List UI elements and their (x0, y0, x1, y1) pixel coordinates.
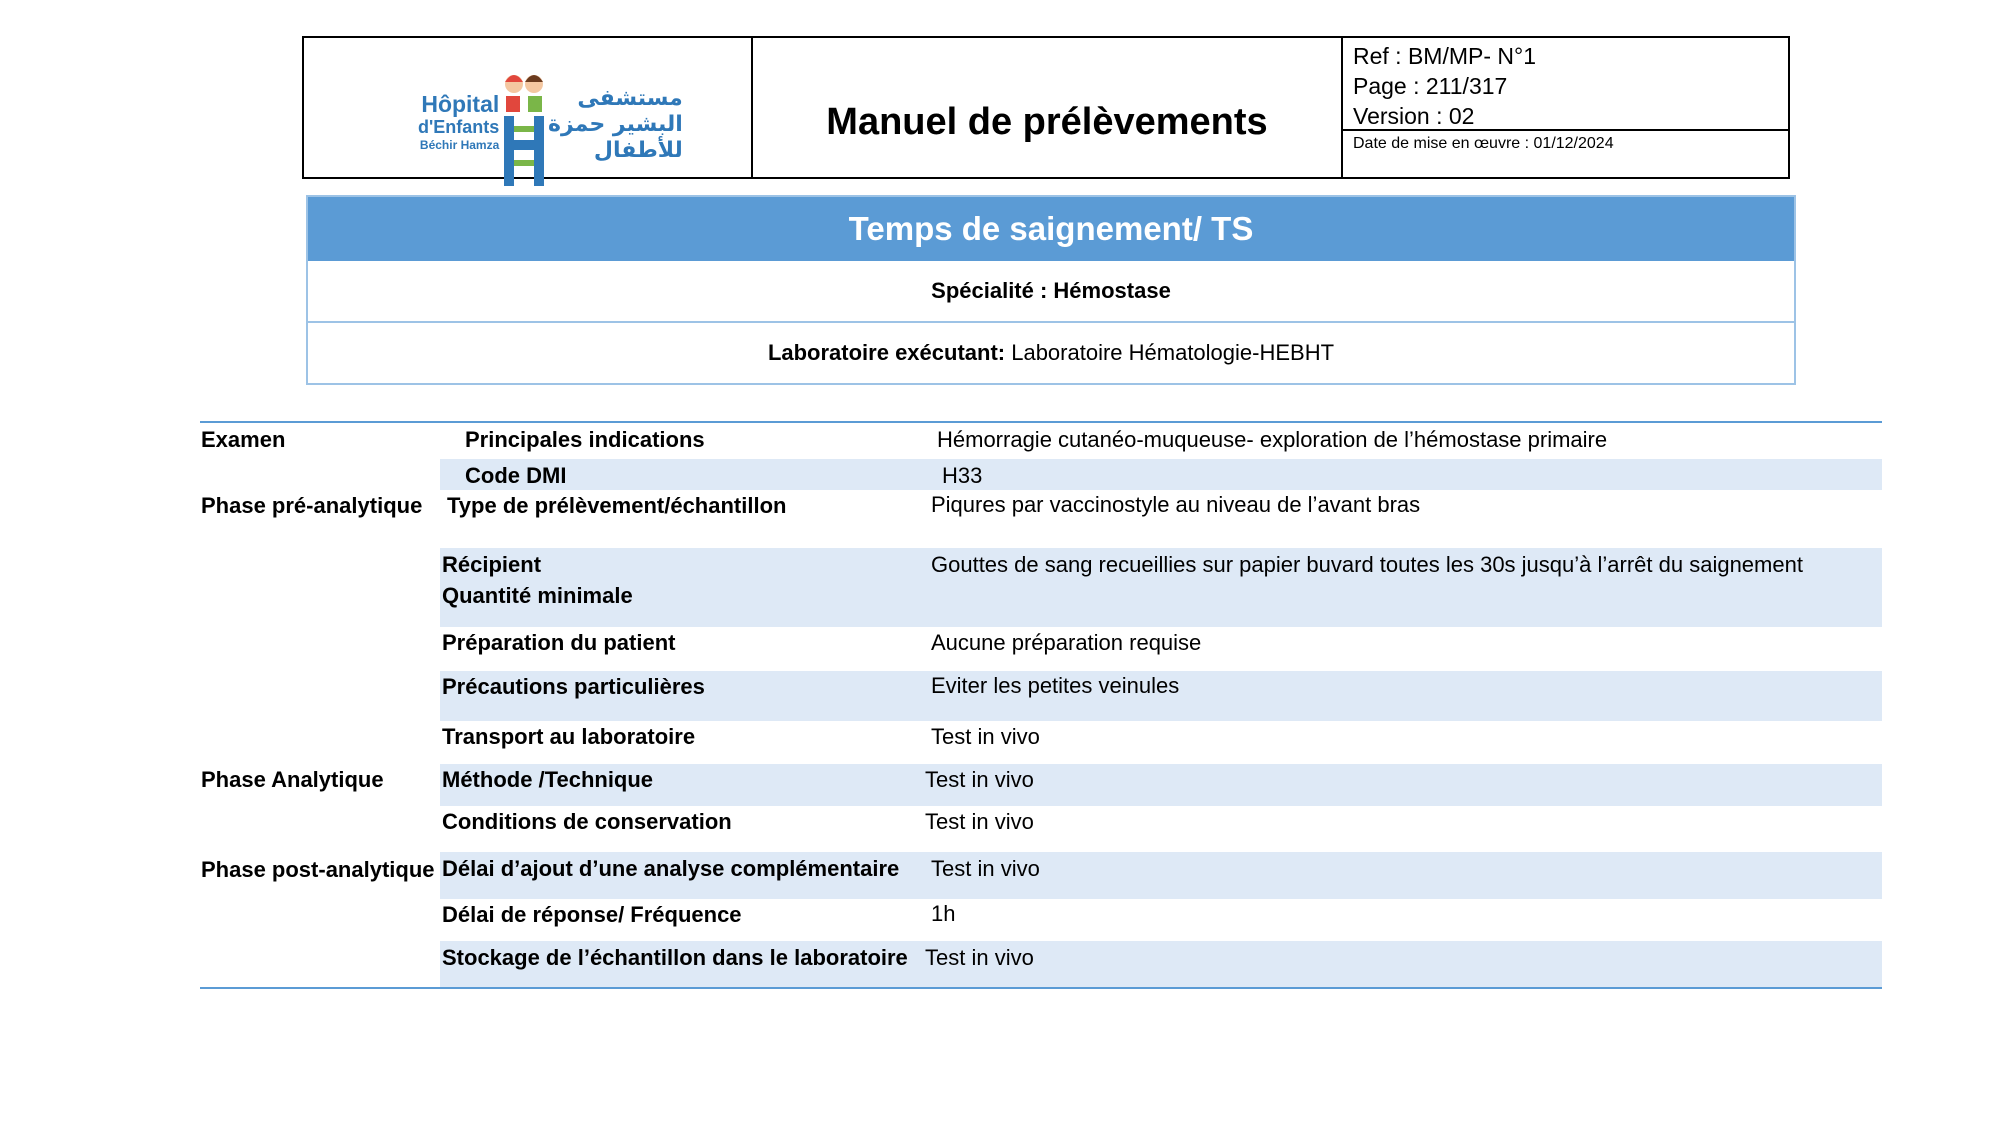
row-value-delai-ajout: Test in vivo (931, 856, 1040, 881)
row-label-indications: Principales indications (465, 427, 705, 452)
row-label-conservation: Conditions de conservation (442, 809, 732, 834)
laboratory-label: Laboratoire exécutant: (767, 340, 1006, 365)
row-value-transport: Test in vivo (931, 724, 1040, 749)
row-label-recipient: Récipient (442, 552, 542, 577)
manual-title: Manuel de prélèvements (753, 38, 1343, 177)
ref-number: Ref : BM/MP- N°1 (1353, 43, 1537, 69)
test-title: Temps de saignement/ TS (308, 197, 1794, 261)
laboratory-value: Laboratoire Hématologie-HEBHT (1005, 340, 1335, 365)
row-label-precautions: Précautions particulières (442, 674, 705, 699)
row-value-indications: Hémorragie cutanéo-muqueuse- exploration de l’hémostase primaire (937, 427, 1608, 452)
table-top-rule (200, 421, 1882, 423)
test-title-block (306, 195, 1796, 385)
children-logo-icon (500, 66, 548, 194)
phase-examen: Examen (201, 427, 286, 452)
hospital-logo (304, 38, 753, 177)
row-value-code: H33 (942, 463, 983, 488)
phase-analytique: Phase Analytique (201, 767, 384, 792)
specialty: Spécialité : Hémostase (931, 278, 1171, 303)
logo-arabic-text (548, 86, 683, 164)
logo-fr-line2: d'Enfants (418, 117, 500, 137)
row-value-type: Piqures par vaccinostyle au niveau de l’avant bras (931, 492, 1421, 517)
phase-post-analytique: Phase post-analytique (201, 857, 435, 882)
row-value-conservation: Test in vivo (925, 809, 1034, 834)
executing-laboratory (308, 321, 1794, 383)
row-value-methode: Test in vivo (925, 767, 1034, 792)
logo-ar-line1: مستشفى (577, 86, 683, 111)
logo-fr-line1: Hôpital (421, 91, 500, 117)
logo-ar-line2: البشير حمزة (548, 112, 683, 137)
effective-date: Date de mise en œuvre : 01/12/2024 (1353, 135, 1614, 152)
row-label-quantity: Quantité minimale (442, 583, 633, 608)
row-label-methode: Méthode /Technique (442, 767, 654, 792)
row-label-stockage: Stockage de l’échantillon dans le laboratoire (442, 945, 908, 970)
specimen-table (200, 421, 1882, 988)
logo-fr-line3: Béchir Hamza (419, 138, 500, 152)
row-value-delai-reponse: 1h (931, 901, 956, 926)
row-value-preparation: Aucune préparation requise (931, 630, 1202, 655)
row-value-recipient: Gouttes de sang recueillies sur papier buvard toutes les 30s jusqu’à l’arrêt du saignement (931, 552, 1803, 577)
row-band (440, 459, 1882, 490)
table-bottom-rule (200, 987, 1882, 989)
document-header (302, 36, 1790, 179)
row-value-precautions: Eviter les petites veinules (931, 673, 1180, 698)
row-label-code: Code DMI (465, 463, 567, 488)
row-label-delai-ajout: Délai d’ajout d’une analyse complémentaire (442, 856, 900, 881)
logo-ar-line3: للأطفال (593, 138, 683, 163)
row-value-stockage: Test in vivo (925, 945, 1034, 970)
document-meta (1343, 38, 1788, 177)
row-label-transport: Transport au laboratoire (442, 724, 696, 749)
row-label-type: Type de prélèvement/échantillon (447, 493, 787, 518)
row-band (440, 764, 1882, 806)
row-label-delai-reponse: Délai de réponse/ Fréquence (442, 902, 742, 927)
logo-french-text (418, 92, 499, 152)
phase-pre-analytique: Phase pré-analytique (201, 493, 423, 518)
page-number: Page : 211/317 (1353, 73, 1508, 99)
version: Version : 02 (1353, 103, 1475, 129)
row-label-preparation: Préparation du patient (442, 630, 676, 655)
